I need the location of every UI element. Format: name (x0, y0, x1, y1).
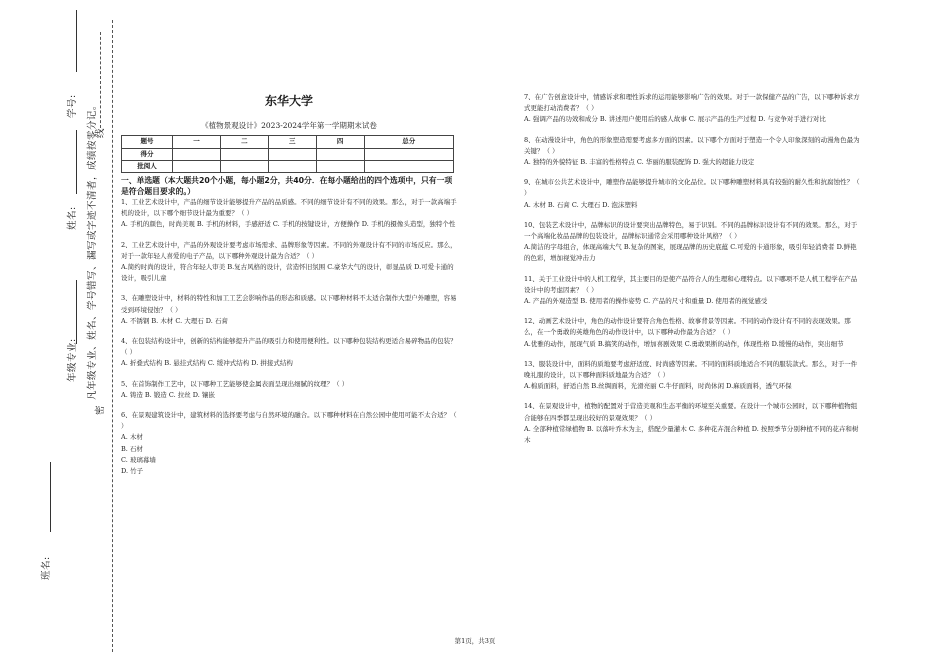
question-options[interactable]: A. 不锈钢 B. 木材 C. 大理石 D. 石膏 (121, 316, 228, 325)
question-stem: 11、关于工业设计中的人机工程学，其主要目的是使产品符合人的生理和心理特点。以下哪项不是人机工程学在产品设计中的考虑因素？（ ） (524, 274, 858, 294)
question (524, 177, 860, 211)
question (524, 401, 860, 446)
question-stem: 1、工业艺术设计中，产品的细节设计能够提升产品的品质感。不同的细节设计有不同的效果。那么，对于一款高端手机的设计，以下哪个细节设计最为重要？（ ） (121, 198, 457, 218)
score-table-col: 三 (268, 136, 316, 148)
question-options[interactable]: A. 木材 B. 石膏 C. 大理石 D. 泡沫塑料 (524, 200, 638, 209)
question-options[interactable]: A. 手机的颜色，时尚美观 B. 手机的材料，手感舒适 C. 手机的按键设计，方便操作 D. 手机的摄像头造型，独特个性 (121, 220, 456, 229)
notice-text: 凡年级专业、姓名、学号错写、漏写或字迹不清者，成绩按零分记。 (87, 99, 98, 400)
question (524, 92, 860, 126)
right-column (524, 92, 860, 446)
question (121, 197, 457, 231)
score-cell[interactable] (316, 148, 364, 160)
school-name: 东华大学 (264, 94, 313, 108)
question-options[interactable]: A. 强调产品的功效和成分 B. 讲述用户使用后的感人故事 C. 展示产品的生产过程 D. 与竞争对手进行对比 (524, 115, 826, 124)
binding-dashed-line-inner (100, 32, 101, 128)
score-table (121, 135, 454, 173)
question-stem: 5、在首饰制作工艺中，以下哪种工艺能够使金属表面呈现出细腻的纹理？（ ） (121, 379, 349, 388)
score-table-row-label: 题号 (122, 136, 173, 148)
score-table-col: 总分 (364, 136, 453, 148)
left-column (121, 92, 457, 477)
question-option[interactable]: D. 竹子 (121, 467, 144, 476)
score-table-row (122, 148, 454, 160)
score-cell[interactable] (220, 148, 268, 160)
score-table-row-label: 得分 (122, 148, 173, 160)
question-option[interactable]: B. 石材 (121, 444, 143, 453)
seal-label: 密 (95, 404, 106, 415)
question-options[interactable]: A.优雅的动作，展现气质 B.搞笑的动作，增加喜剧效果 C.勇敢果断的动作，体现性格 D.缓慢的动作，突出细节 (524, 339, 844, 348)
question (524, 274, 860, 308)
binding-margin (0, 0, 112, 672)
question-stem: 13、服装设计中，面料的质地要考虑舒适度、时尚感等因素。不同的面料质地适合不同的服装款式。那么，对于一件晚礼服的设计，以下哪种面料质地最为合适？（ ） (524, 359, 858, 380)
page-footer: 第1页，共3页 (454, 637, 496, 645)
score-cell[interactable] (364, 148, 453, 160)
score-table-header-row (122, 136, 454, 148)
question-stem: 3、在雕塑设计中，材料的特性和加工工艺会影响作品的形态和质感。以下哪种材料不太适合制作大型户外雕塑，容易受到环境侵蚀？（ ） (121, 294, 457, 314)
score-cell[interactable] (364, 160, 453, 172)
score-table-col: 一 (173, 136, 221, 148)
score-cell[interactable] (173, 160, 221, 172)
score-table-row-label: 批阅人 (122, 160, 173, 172)
question (121, 410, 457, 477)
question-stem: 2、工业艺术设计中，产品的外观设计要考虑市场需求、品牌形象等因素。不同的外观设计有不同的市场反应。那么，对于一款年轻人喜爱的电子产品，以下哪种外观设计最为合适？（ ） (121, 240, 457, 260)
score-table-row (122, 160, 454, 172)
question (121, 293, 457, 327)
seal-line-label: 线 (95, 127, 106, 138)
score-cell[interactable] (268, 160, 316, 172)
class-label: 班名: (41, 556, 52, 580)
question-options[interactable]: A. 铸造 B. 锻造 C. 拉丝 D. 镶嵌 (121, 390, 215, 399)
question-options[interactable]: A. 产品的外观造型 B. 使用者的操作姿势 C. 产品的尺寸和重量 D. 使用者的视觉感受 (524, 297, 768, 306)
question-stem: 6、在景观建筑设计中，建筑材料的选择要考虑与自然环境的融合。以下哪种材料在自然公园中使用可能不太合适？（ ） (121, 411, 457, 431)
question (524, 316, 860, 350)
question-option[interactable]: C. 玻璃幕墙 (121, 455, 156, 464)
name-label: 姓名: (67, 206, 78, 230)
question-stem: 14、在景观设计中，植物的配置对于营造美观和生态平衡的环境至关重要。在设计一个城市公园时，以下哪种植物组合能够在四季都呈现出较好的景观效果？（ ） (524, 402, 858, 422)
student-id-underline (76, 10, 77, 72)
class-underline (50, 462, 51, 532)
question (121, 379, 457, 401)
score-cell[interactable] (316, 160, 364, 172)
question (121, 336, 457, 370)
section-heading: 一、单选题（本大题共20个小题，每小题2分，共40分．在每小题给出的四个选项中，只有一项是符合题目要求的。） (121, 176, 453, 197)
question (121, 240, 457, 285)
question-options[interactable]: A. 折叠式结构 B. 悬挂式结构 C. 缓冲式结构 D. 拼接式结构 (121, 359, 293, 368)
grade-label: 年级专业: (67, 338, 78, 382)
question (524, 220, 860, 265)
score-table-col: 四 (316, 136, 364, 148)
name-underline (76, 130, 77, 194)
question-options[interactable]: A. 全部种植常绿植物 B. 以落叶乔木为主，搭配少量灌木 C. 多种花卉混合种植 D. 按照季节分别种植不同的花卉和树木 (524, 424, 859, 445)
score-table-col: 二 (220, 136, 268, 148)
question-option[interactable]: A. 木材 (121, 433, 143, 442)
score-cell[interactable] (268, 148, 316, 160)
student-id-label: 学号: (67, 94, 78, 118)
question-stem: 10、包装艺术设计中，品牌标识的设计要突出品牌特色，易于识别。不同的品牌标识设计有不同的效果。那么，对于一个高端化妆品品牌的包装设计，品牌标识通常会采用哪种设计风格？（ ） (524, 220, 858, 241)
score-cell[interactable] (220, 160, 268, 172)
question-options[interactable]: A.简约时尚的设计，符合年轻人审美 B.复古风格的设计，营造怀旧氛围 C.豪华大气的设计，彰显品质 D.可爱卡通的设计，吸引儿童 (121, 263, 454, 283)
question (524, 135, 860, 169)
question-stem: 12、动画艺术设计中，角色的动作设计要符合角色性格、故事背景等因素。不同的动作设计有不同的表现效果。那么，在一个勇敢的英雄角色的动作设计中，以下哪种动作最为合适？（ ） (524, 317, 851, 337)
question-list-left (121, 197, 457, 477)
question-options[interactable]: A.棉质面料，舒适自然 B.丝绸面料，光滑亮丽 C.牛仔面料，时尚休闲 D.麻质面料，透气环保 (524, 382, 792, 391)
question-stem: 4、在包装结构设计中，创新的结构能够提升产品的吸引力和使用便利性。以下哪种包装结构更适合易碎物品的包装？（ ） (121, 337, 457, 357)
question-stem: 9、在城市公共艺术设计中，雕塑作品能够提升城市的文化品位。以下哪种雕塑材料具有较强的耐久性和抗腐蚀性？（ ） (524, 178, 860, 198)
question-options[interactable]: A. 独特的外貌特征 B. 丰富的性格特点 C. 华丽的服装配饰 D. 强大的超能力设定 (524, 158, 755, 167)
question (524, 359, 860, 393)
exam-title: 《植物景观设计》2023-2024学年第一学期期末试卷 (201, 121, 377, 131)
grade-underline (76, 280, 77, 344)
question-options[interactable]: A.简洁的字母组合，体现高端大气 B.复杂的图案，展现品牌的历史底蕴 C.可爱的卡通形象，吸引年轻消费者 D.鲜艳的色彩，增加视觉冲击力 (524, 243, 857, 263)
question-stem: 8、在动漫设计中，角色的形象塑造需要考虑多方面的因素。以下哪个方面对于塑造一个令人印象深刻的动漫角色最为关键？（ ） (524, 135, 860, 155)
binding-dashed-line (112, 20, 113, 652)
question-stem: 7、在广告创意设计中，情感诉求和理性诉求的运用能够影响广告的效果。对于一款保健产品的广告，以下哪种诉求方式更能打动消费者？（ ） (524, 93, 860, 113)
score-cell[interactable] (173, 148, 221, 160)
